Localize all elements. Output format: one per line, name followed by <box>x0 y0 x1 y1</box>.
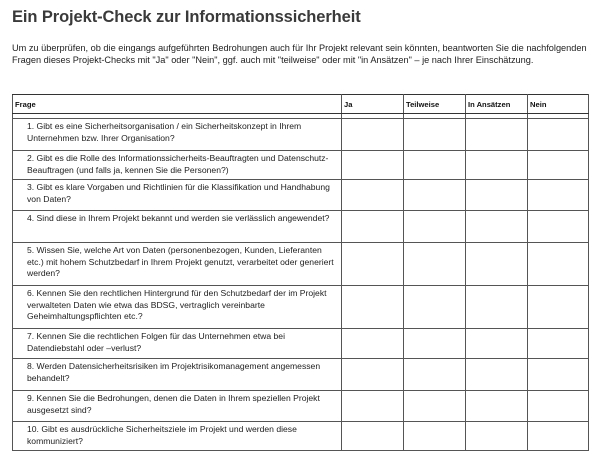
answer-cell-teilweise[interactable] <box>404 151 466 180</box>
answer-cell-teilweise[interactable] <box>404 119 466 151</box>
question-cell: 8. Werden Datensicherheitsrisiken im Projektrisikomanagement angemessen behandelt? <box>13 359 342 391</box>
answer-cell-in-ansaetzen[interactable] <box>466 286 528 329</box>
header-teilweise: Teilweise <box>404 95 466 114</box>
table-row <box>13 243 589 286</box>
question-cell: 1. Gibt es eine Sicherheitsorganisation / ein Sicherheitskonzept in Ihrem Unternehmen bzw. Ihrer Organisation? <box>13 119 342 151</box>
answer-cell-nein[interactable] <box>528 180 589 211</box>
answer-cell-ja[interactable] <box>342 422 404 451</box>
table-row <box>13 180 589 211</box>
table-row <box>13 329 589 359</box>
project-check-table <box>12 94 589 451</box>
answer-cell-teilweise[interactable] <box>404 180 466 211</box>
table-row <box>13 119 589 151</box>
answer-cell-ja[interactable] <box>342 391 404 422</box>
question-cell: 2. Gibt es die Rolle des Informationssicherheits-Beauftragten und Datenschutz-Beauftragen (und falls ja, kennen Sie die Personen?) <box>13 151 342 180</box>
header-in-ansaetzen: In Ansätzen <box>466 95 528 114</box>
answer-cell-nein[interactable] <box>528 119 589 151</box>
answer-cell-ja[interactable] <box>342 359 404 391</box>
answer-cell-nein[interactable] <box>528 422 589 451</box>
table-row <box>13 286 589 329</box>
answer-cell-nein[interactable] <box>528 391 589 422</box>
table-row <box>13 211 589 243</box>
answer-cell-nein[interactable] <box>528 243 589 286</box>
table-header-row <box>13 95 589 114</box>
answer-cell-teilweise[interactable] <box>404 243 466 286</box>
answer-cell-nein[interactable] <box>528 359 589 391</box>
answer-cell-teilweise[interactable] <box>404 359 466 391</box>
header-frage: Frage <box>13 95 342 114</box>
answer-cell-nein[interactable] <box>528 286 589 329</box>
answer-cell-in-ansaetzen[interactable] <box>466 151 528 180</box>
answer-cell-ja[interactable] <box>342 243 404 286</box>
answer-cell-in-ansaetzen[interactable] <box>466 422 528 451</box>
answer-cell-ja[interactable] <box>342 329 404 359</box>
answer-cell-in-ansaetzen[interactable] <box>466 391 528 422</box>
answer-cell-in-ansaetzen[interactable] <box>466 243 528 286</box>
table-row <box>13 359 589 391</box>
answer-cell-ja[interactable] <box>342 180 404 211</box>
question-cell: 10. Gibt es ausdrückliche Sicherheitsziele im Projekt und werden diese kommuniziert? <box>13 422 342 451</box>
answer-cell-ja[interactable] <box>342 151 404 180</box>
answer-cell-in-ansaetzen[interactable] <box>466 180 528 211</box>
page-title: Ein Projekt-Check zur Informationssicherheit <box>12 8 361 26</box>
answer-cell-teilweise[interactable] <box>404 286 466 329</box>
table-row <box>13 151 589 180</box>
answer-cell-ja[interactable] <box>342 211 404 243</box>
header-nein: Nein <box>528 95 589 114</box>
question-cell: 9. Kennen Sie die Bedrohungen, denen die Daten in Ihrem speziellen Projekt ausgesetzt sind? <box>13 391 342 422</box>
header-ja: Ja <box>342 95 404 114</box>
answer-cell-in-ansaetzen[interactable] <box>466 359 528 391</box>
answer-cell-nein[interactable] <box>528 211 589 243</box>
question-cell: 4. Sind diese in Ihrem Projekt bekannt und werden sie verlässlich angewendet? <box>13 211 342 243</box>
table-row <box>13 422 589 451</box>
answer-cell-nein[interactable] <box>528 329 589 359</box>
answer-cell-teilweise[interactable] <box>404 422 466 451</box>
answer-cell-teilweise[interactable] <box>404 329 466 359</box>
answer-cell-in-ansaetzen[interactable] <box>466 119 528 151</box>
question-cell: 7. Kennen Sie die rechtlichen Folgen für das Unternehmen etwa bei Datendiebstahl oder –verlust? <box>13 329 342 359</box>
answer-cell-ja[interactable] <box>342 119 404 151</box>
intro-paragraph: Um zu überprüfen, ob die eingangs aufgeführten Bedrohungen auch für Ihr Projekt relevant sein könnten, beantworten Sie die nachfolgenden Fragen dieses Projekt-Checks mit "Ja" oder "Nein", ggf. auch mit "teilweise" oder mit "in Ansätzen" – je nach Ihrer Einschätzung. <box>12 43 587 65</box>
answer-cell-ja[interactable] <box>342 286 404 329</box>
table-row <box>13 391 589 422</box>
answer-cell-nein[interactable] <box>528 151 589 180</box>
answer-cell-teilweise[interactable] <box>404 391 466 422</box>
answer-cell-in-ansaetzen[interactable] <box>466 211 528 243</box>
answer-cell-in-ansaetzen[interactable] <box>466 329 528 359</box>
question-cell: 6. Kennen Sie den rechtlichen Hintergrund für den Schutzbedarf der im Projekt verwalteten Daten wie etwa das BDSG, vertraglich vereinbarte Geheimhaltungspflichten etc.? <box>13 286 342 329</box>
question-cell: 3. Gibt es klare Vorgaben und Richtlinien für die Klassifikation und Handhabung von Daten? <box>13 180 342 211</box>
question-cell: 5. Wissen Sie, welche Art von Daten (personenbezogen, Kunden, Lieferanten etc.) mit hohem Schutzbedarf in Ihrem Projekt genutzt, verarbeitet oder generiert werden? <box>13 243 342 286</box>
answer-cell-teilweise[interactable] <box>404 211 466 243</box>
